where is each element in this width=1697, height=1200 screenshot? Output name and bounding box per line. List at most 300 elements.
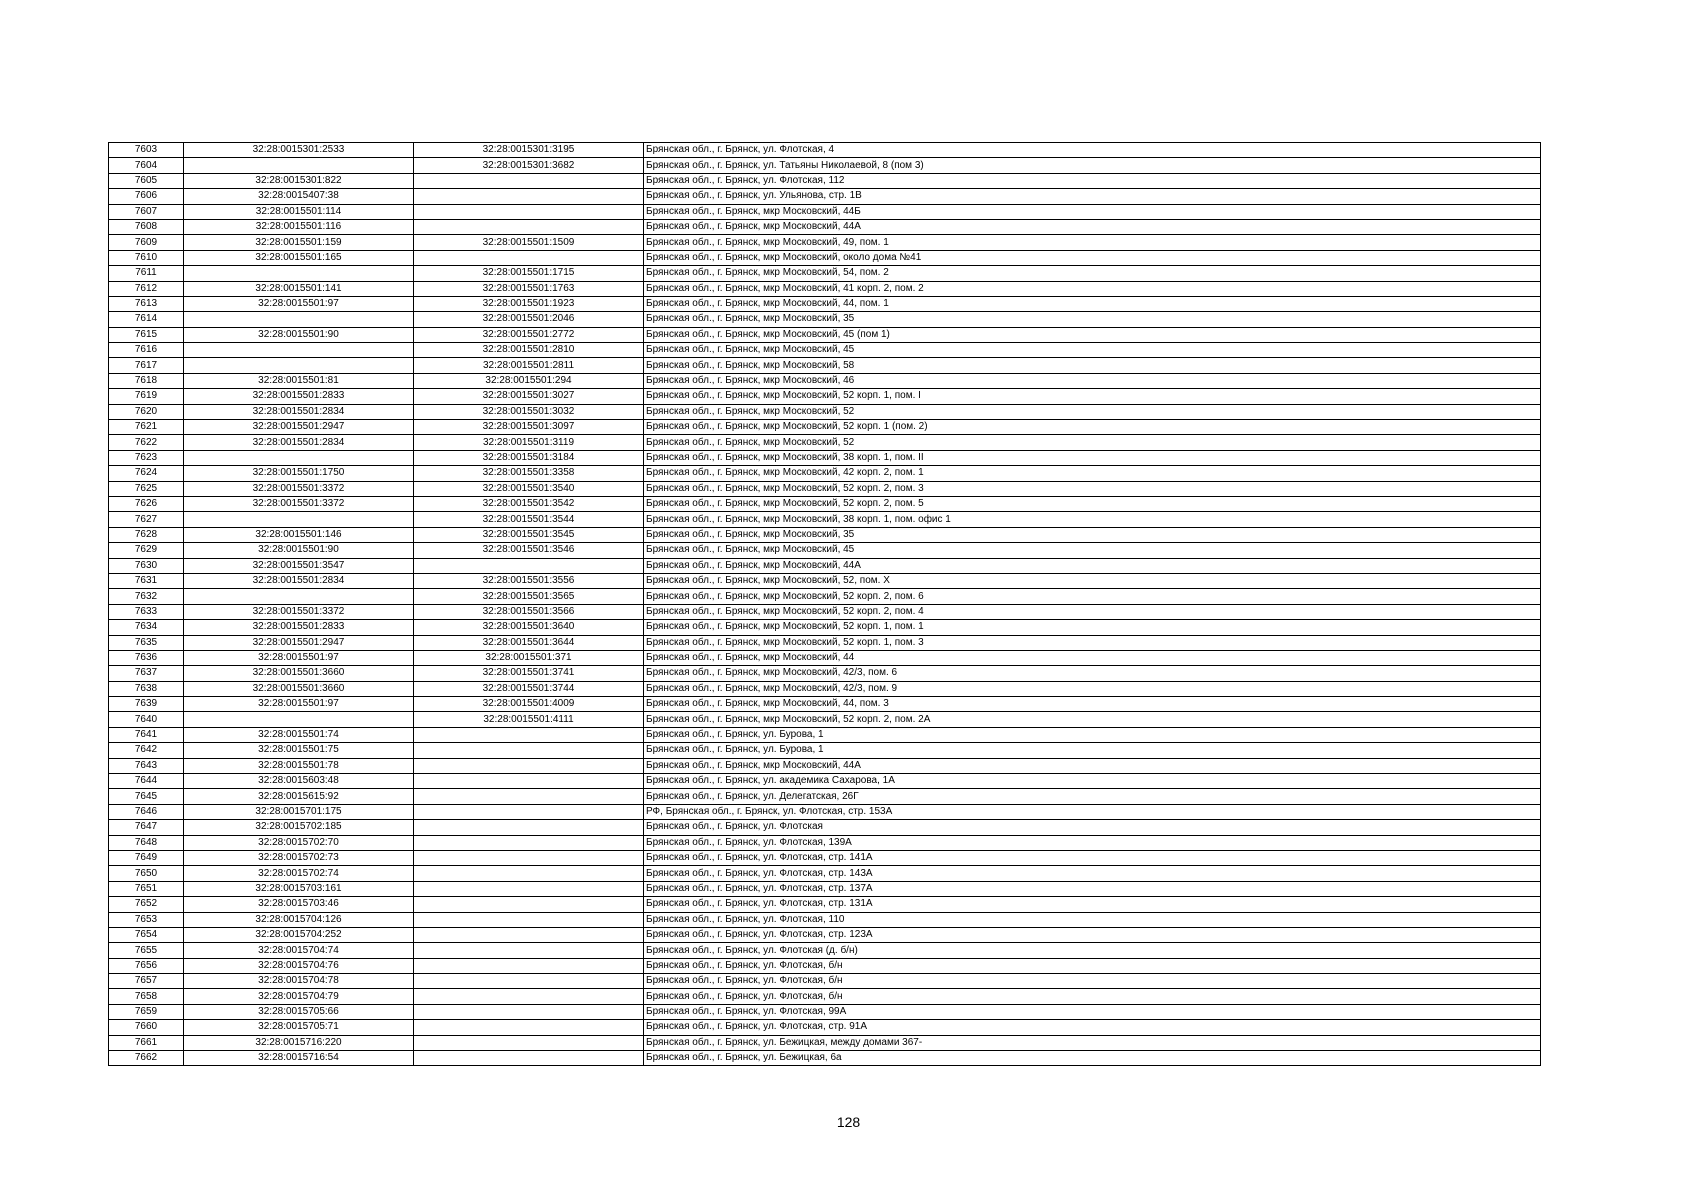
object-cadastral-number-cell: 32:28:0015501:3184	[414, 450, 644, 465]
land-cadastral-number-cell: 32:28:0015703:46	[184, 897, 414, 912]
land-cadastral-number-cell: 32:28:0015501:2833	[184, 389, 414, 404]
object-cadastral-number-cell	[414, 804, 644, 819]
land-cadastral-number-cell: 32:28:0015501:116	[184, 219, 414, 234]
row-number-cell: 7630	[109, 558, 184, 573]
row-number-cell: 7621	[109, 420, 184, 435]
table-row	[109, 281, 1541, 296]
row-number-cell: 7632	[109, 589, 184, 604]
row-number-cell: 7642	[109, 743, 184, 758]
land-cadastral-number-cell: 32:28:0015701:175	[184, 804, 414, 819]
row-number-cell: 7608	[109, 219, 184, 234]
table-row	[109, 219, 1541, 234]
object-cadastral-number-cell	[414, 250, 644, 265]
table-row	[109, 435, 1541, 450]
object-cadastral-number-cell	[414, 558, 644, 573]
row-number-cell: 7654	[109, 927, 184, 942]
address-cell: Брянская обл., г. Брянск, мкр Московский, 44	[644, 650, 1541, 665]
object-cadastral-number-cell: 32:28:0015501:3744	[414, 681, 644, 696]
address-cell: Брянская обл., г. Брянск, мкр Московский, 41 корп. 2, пом. 2	[644, 281, 1541, 296]
address-cell: Брянская обл., г. Брянск, ул. Делегатская, 26Г	[644, 789, 1541, 804]
address-cell: Брянская обл., г. Брянск, мкр Московский, 52	[644, 404, 1541, 419]
address-cell: Брянская обл., г. Брянск, мкр Московский, 45	[644, 543, 1541, 558]
row-number-cell: 7660	[109, 1020, 184, 1035]
address-cell: Брянская обл., г. Брянск, ул. Флотская, стр. 141А	[644, 850, 1541, 865]
address-cell: Брянская обл., г. Брянск, мкр Московский, 38 корп. 1, пом. II	[644, 450, 1541, 465]
row-number-cell: 7645	[109, 789, 184, 804]
row-number-cell: 7629	[109, 543, 184, 558]
table-row	[109, 558, 1541, 573]
object-cadastral-number-cell	[414, 1051, 644, 1066]
land-cadastral-number-cell	[184, 266, 414, 281]
row-number-cell: 7628	[109, 527, 184, 542]
table-row	[109, 789, 1541, 804]
object-cadastral-number-cell	[414, 1004, 644, 1019]
land-cadastral-number-cell: 32:28:0015704:78	[184, 974, 414, 989]
address-cell: Брянская обл., г. Брянск, мкр Московский, 52 корп. 2, пом. 6	[644, 589, 1541, 604]
address-cell: Брянская обл., г. Брянск, мкр Московский, 52	[644, 435, 1541, 450]
table-row	[109, 804, 1541, 819]
land-cadastral-number-cell: 32:28:0015501:74	[184, 727, 414, 742]
address-cell: Брянская обл., г. Брянск, мкр Московский, 52 корп. 2, пом. 5	[644, 496, 1541, 511]
row-number-cell: 7641	[109, 727, 184, 742]
object-cadastral-number-cell: 32:28:0015501:3566	[414, 604, 644, 619]
table-row	[109, 635, 1541, 650]
row-number-cell: 7607	[109, 204, 184, 219]
row-number-cell: 7606	[109, 189, 184, 204]
land-cadastral-number-cell: 32:28:0015501:3660	[184, 666, 414, 681]
row-number-cell: 7647	[109, 820, 184, 835]
address-cell: Брянская обл., г. Брянск, ул. Татьяны Николаевой, 8 (пом 3)	[644, 158, 1541, 173]
address-cell: Брянская обл., г. Брянск, ул. Флотская, стр. 137А	[644, 881, 1541, 896]
row-number-cell: 7659	[109, 1004, 184, 1019]
object-cadastral-number-cell	[414, 974, 644, 989]
object-cadastral-number-cell	[414, 789, 644, 804]
page-number: 128	[836, 1114, 861, 1130]
address-cell: Брянская обл., г. Брянск, ул. Флотская, стр. 143А	[644, 866, 1541, 881]
table-row	[109, 958, 1541, 973]
table-row	[109, 820, 1541, 835]
land-cadastral-number-cell: 32:28:0015702:185	[184, 820, 414, 835]
row-number-cell: 7651	[109, 881, 184, 896]
table-row	[109, 850, 1541, 865]
object-cadastral-number-cell	[414, 758, 644, 773]
row-number-cell: 7650	[109, 866, 184, 881]
row-number-cell: 7618	[109, 373, 184, 388]
row-number-cell: 7653	[109, 912, 184, 927]
address-cell: Брянская обл., г. Брянск, ул. академика Сахарова, 1А	[644, 774, 1541, 789]
object-cadastral-number-cell: 32:28:0015501:3644	[414, 635, 644, 650]
land-cadastral-number-cell: 32:28:0015704:79	[184, 989, 414, 1004]
land-cadastral-number-cell: 32:28:0015501:78	[184, 758, 414, 773]
table-row	[109, 327, 1541, 342]
row-number-cell: 7625	[109, 481, 184, 496]
land-cadastral-number-cell	[184, 512, 414, 527]
table-row	[109, 250, 1541, 265]
address-cell: Брянская обл., г. Брянск, мкр Московский, 58	[644, 358, 1541, 373]
address-cell: Брянская обл., г. Брянск, мкр Московский, 42/3, пом. 6	[644, 666, 1541, 681]
table-row	[109, 620, 1541, 635]
land-cadastral-number-cell	[184, 158, 414, 173]
address-cell: Брянская обл., г. Брянск, мкр Московский, 52 корп. 2, пом. 2А	[644, 712, 1541, 727]
table-row	[109, 974, 1541, 989]
row-number-cell: 7631	[109, 573, 184, 588]
address-cell: Брянская обл., г. Брянск, мкр Московский, 52 корп. 1, пом. I	[644, 389, 1541, 404]
land-cadastral-number-cell	[184, 358, 414, 373]
table-row	[109, 1004, 1541, 1019]
land-cadastral-number-cell: 32:28:0015501:1750	[184, 466, 414, 481]
object-cadastral-number-cell: 32:28:0015501:2046	[414, 312, 644, 327]
row-number-cell: 7657	[109, 974, 184, 989]
object-cadastral-number-cell: 32:28:0015301:3195	[414, 143, 644, 158]
row-number-cell: 7662	[109, 1051, 184, 1066]
land-cadastral-number-cell: 32:28:0015705:66	[184, 1004, 414, 1019]
land-cadastral-number-cell: 32:28:0015501:97	[184, 296, 414, 311]
address-cell: Брянская обл., г. Брянск, ул. Бурова, 1	[644, 727, 1541, 742]
row-number-cell: 7638	[109, 681, 184, 696]
row-number-cell: 7649	[109, 850, 184, 865]
land-cadastral-number-cell: 32:28:0015501:146	[184, 527, 414, 542]
object-cadastral-number-cell	[414, 727, 644, 742]
row-number-cell: 7634	[109, 620, 184, 635]
row-number-cell: 7613	[109, 296, 184, 311]
row-number-cell: 7620	[109, 404, 184, 419]
land-cadastral-number-cell	[184, 343, 414, 358]
object-cadastral-number-cell	[414, 912, 644, 927]
object-cadastral-number-cell: 32:28:0015501:2772	[414, 327, 644, 342]
land-cadastral-number-cell: 32:28:0015702:73	[184, 850, 414, 865]
registry-table	[108, 142, 1541, 1066]
object-cadastral-number-cell	[414, 866, 644, 881]
land-cadastral-number-cell: 32:28:0015703:161	[184, 881, 414, 896]
address-cell: Брянская обл., г. Брянск, ул. Флотская, 139А	[644, 835, 1541, 850]
address-cell: Брянская обл., г. Брянск, мкр Московский, 44А	[644, 219, 1541, 234]
land-cadastral-number-cell: 32:28:0015501:2947	[184, 420, 414, 435]
land-cadastral-number-cell	[184, 450, 414, 465]
land-cadastral-number-cell: 32:28:0015407:38	[184, 189, 414, 204]
object-cadastral-number-cell: 32:28:0015501:3542	[414, 496, 644, 511]
row-number-cell: 7652	[109, 897, 184, 912]
table-row	[109, 158, 1541, 173]
object-cadastral-number-cell	[414, 927, 644, 942]
object-cadastral-number-cell: 32:28:0015501:3027	[414, 389, 644, 404]
object-cadastral-number-cell	[414, 989, 644, 1004]
table-row	[109, 266, 1541, 281]
object-cadastral-number-cell	[414, 897, 644, 912]
table-row	[109, 697, 1541, 712]
address-cell: Брянская обл., г. Брянск, ул. Бежицкая, между домами 367-	[644, 1035, 1541, 1050]
table-row	[109, 897, 1541, 912]
table-row	[109, 866, 1541, 881]
row-number-cell: 7635	[109, 635, 184, 650]
table-row	[109, 373, 1541, 388]
object-cadastral-number-cell: 32:28:0015501:3565	[414, 589, 644, 604]
address-cell: Брянская обл., г. Брянск, мкр Московский, 52, пом. X	[644, 573, 1541, 588]
object-cadastral-number-cell: 32:28:0015501:4009	[414, 697, 644, 712]
row-number-cell: 7627	[109, 512, 184, 527]
address-cell: Брянская обл., г. Брянск, мкр Московский, 52 корп. 1, пом. 3	[644, 635, 1541, 650]
row-number-cell: 7612	[109, 281, 184, 296]
address-cell: Брянская обл., г. Брянск, мкр Московский, 44А	[644, 558, 1541, 573]
row-number-cell: 7624	[109, 466, 184, 481]
object-cadastral-number-cell: 32:28:0015501:3097	[414, 420, 644, 435]
land-cadastral-number-cell	[184, 312, 414, 327]
table-row	[109, 543, 1541, 558]
row-number-cell: 7655	[109, 943, 184, 958]
land-cadastral-number-cell: 32:28:0015501:165	[184, 250, 414, 265]
address-cell: Брянская обл., г. Брянск, ул. Флотская, стр. 91А	[644, 1020, 1541, 1035]
object-cadastral-number-cell: 32:28:0015501:3556	[414, 573, 644, 588]
row-number-cell: 7614	[109, 312, 184, 327]
table-row	[109, 927, 1541, 942]
row-number-cell: 7656	[109, 958, 184, 973]
table-row	[109, 481, 1541, 496]
row-number-cell: 7644	[109, 774, 184, 789]
table-row	[109, 143, 1541, 158]
registry-table-body	[109, 143, 1541, 1066]
object-cadastral-number-cell: 32:28:0015501:3546	[414, 543, 644, 558]
address-cell: Брянская обл., г. Брянск, мкр Московский, 44, пом. 3	[644, 697, 1541, 712]
row-number-cell: 7603	[109, 143, 184, 158]
object-cadastral-number-cell	[414, 219, 644, 234]
row-number-cell: 7646	[109, 804, 184, 819]
address-cell: Брянская обл., г. Брянск, ул. Ульянова, стр. 1В	[644, 189, 1541, 204]
object-cadastral-number-cell	[414, 1035, 644, 1050]
object-cadastral-number-cell	[414, 173, 644, 188]
row-number-cell: 7661	[109, 1035, 184, 1050]
table-row	[109, 589, 1541, 604]
registry-sheet	[108, 142, 1540, 1066]
table-row	[109, 712, 1541, 727]
land-cadastral-number-cell: 32:28:0015501:2947	[184, 635, 414, 650]
land-cadastral-number-cell: 32:28:0015702:70	[184, 835, 414, 850]
address-cell: Брянская обл., г. Брянск, мкр Московский, 44А	[644, 758, 1541, 773]
address-cell: Брянская обл., г. Брянск, мкр Московский, 52 корп. 2, пом. 3	[644, 481, 1541, 496]
land-cadastral-number-cell: 32:28:0015501:2833	[184, 620, 414, 635]
address-cell: Брянская обл., г. Брянск, ул. Флотская, стр. 131А	[644, 897, 1541, 912]
table-row	[109, 1020, 1541, 1035]
row-number-cell: 7648	[109, 835, 184, 850]
address-cell: Брянская обл., г. Брянск, мкр Московский, 35	[644, 312, 1541, 327]
object-cadastral-number-cell: 32:28:0015501:2811	[414, 358, 644, 373]
object-cadastral-number-cell	[414, 850, 644, 865]
address-cell: Брянская обл., г. Брянск, мкр Московский, 35	[644, 527, 1541, 542]
row-number-cell: 7605	[109, 173, 184, 188]
land-cadastral-number-cell: 32:28:0015501:2834	[184, 404, 414, 419]
table-row	[109, 496, 1541, 511]
row-number-cell: 7637	[109, 666, 184, 681]
table-row	[109, 343, 1541, 358]
address-cell: Брянская обл., г. Брянск, мкр Московский, 42 корп. 2, пом. 1	[644, 466, 1541, 481]
land-cadastral-number-cell: 32:28:0015501:3372	[184, 496, 414, 511]
land-cadastral-number-cell: 32:28:0015705:71	[184, 1020, 414, 1035]
land-cadastral-number-cell: 32:28:0015501:75	[184, 743, 414, 758]
row-number-cell: 7617	[109, 358, 184, 373]
object-cadastral-number-cell: 32:28:0015501:1715	[414, 266, 644, 281]
address-cell: Брянская обл., г. Брянск, ул. Флотская, 99А	[644, 1004, 1541, 1019]
land-cadastral-number-cell: 32:28:0015704:126	[184, 912, 414, 927]
table-row	[109, 774, 1541, 789]
table-row	[109, 235, 1541, 250]
land-cadastral-number-cell: 32:28:0015615:92	[184, 789, 414, 804]
object-cadastral-number-cell	[414, 958, 644, 973]
land-cadastral-number-cell: 32:28:0015501:2834	[184, 573, 414, 588]
table-row	[109, 650, 1541, 665]
land-cadastral-number-cell: 32:28:0015301:822	[184, 173, 414, 188]
object-cadastral-number-cell: 32:28:0015301:3682	[414, 158, 644, 173]
row-number-cell: 7619	[109, 389, 184, 404]
table-row	[109, 681, 1541, 696]
address-cell: Брянская обл., г. Брянск, мкр Московский, 45 (пом 1)	[644, 327, 1541, 342]
object-cadastral-number-cell	[414, 774, 644, 789]
row-number-cell: 7633	[109, 604, 184, 619]
address-cell: Брянская обл., г. Брянск, мкр Московский, 44, пом. 1	[644, 296, 1541, 311]
address-cell: Брянская обл., г. Брянск, мкр Московский, 52 корп. 2, пом. 4	[644, 604, 1541, 619]
address-cell: Брянская обл., г. Брянск, ул. Флотская, б/н	[644, 974, 1541, 989]
land-cadastral-number-cell: 32:28:0015501:3660	[184, 681, 414, 696]
land-cadastral-number-cell: 32:28:0015501:141	[184, 281, 414, 296]
land-cadastral-number-cell: 32:28:0015501:3547	[184, 558, 414, 573]
table-row	[109, 466, 1541, 481]
table-row	[109, 573, 1541, 588]
address-cell: Брянская обл., г. Брянск, мкр Московский, 44Б	[644, 204, 1541, 219]
row-number-cell: 7616	[109, 343, 184, 358]
object-cadastral-number-cell: 32:28:0015501:1923	[414, 296, 644, 311]
address-cell: Брянская обл., г. Брянск, ул. Флотская	[644, 820, 1541, 835]
row-number-cell: 7609	[109, 235, 184, 250]
address-cell: Брянская обл., г. Брянск, мкр Московский, 45	[644, 343, 1541, 358]
table-row	[109, 835, 1541, 850]
table-row	[109, 989, 1541, 1004]
table-row	[109, 512, 1541, 527]
table-row	[109, 296, 1541, 311]
land-cadastral-number-cell: 32:28:0015501:159	[184, 235, 414, 250]
row-number-cell: 7622	[109, 435, 184, 450]
land-cadastral-number-cell: 32:28:0015501:97	[184, 650, 414, 665]
table-row	[109, 758, 1541, 773]
land-cadastral-number-cell: 32:28:0015301:2533	[184, 143, 414, 158]
land-cadastral-number-cell: 32:28:0015716:54	[184, 1051, 414, 1066]
table-row	[109, 943, 1541, 958]
address-cell: Брянская обл., г. Брянск, ул. Флотская, 112	[644, 173, 1541, 188]
table-row	[109, 881, 1541, 896]
table-row	[109, 173, 1541, 188]
address-cell: Брянская обл., г. Брянск, мкр Московский, 49, пом. 1	[644, 235, 1541, 250]
table-row	[109, 1035, 1541, 1050]
row-number-cell: 7636	[109, 650, 184, 665]
land-cadastral-number-cell: 32:28:0015501:3372	[184, 481, 414, 496]
object-cadastral-number-cell: 32:28:0015501:3032	[414, 404, 644, 419]
address-cell: Брянская обл., г. Брянск, мкр Московский, 54, пом. 2	[644, 266, 1541, 281]
object-cadastral-number-cell: 32:28:0015501:2810	[414, 343, 644, 358]
table-row	[109, 604, 1541, 619]
address-cell: Брянская обл., г. Брянск, мкр Московский, 46	[644, 373, 1541, 388]
table-row	[109, 189, 1541, 204]
address-cell: Брянская обл., г. Брянск, ул. Бежицкая, 6а	[644, 1051, 1541, 1066]
address-cell: Брянская обл., г. Брянск, ул. Бурова, 1	[644, 743, 1541, 758]
address-cell: Брянская обл., г. Брянск, мкр Московский, 42/3, пом. 9	[644, 681, 1541, 696]
object-cadastral-number-cell	[414, 835, 644, 850]
land-cadastral-number-cell: 32:28:0015716:220	[184, 1035, 414, 1050]
table-row	[109, 912, 1541, 927]
row-number-cell: 7623	[109, 450, 184, 465]
table-row	[109, 204, 1541, 219]
address-cell: Брянская обл., г. Брянск, ул. Флотская (д. б/н)	[644, 943, 1541, 958]
object-cadastral-number-cell	[414, 743, 644, 758]
object-cadastral-number-cell	[414, 204, 644, 219]
object-cadastral-number-cell: 32:28:0015501:3358	[414, 466, 644, 481]
table-row	[109, 743, 1541, 758]
object-cadastral-number-cell	[414, 881, 644, 896]
land-cadastral-number-cell: 32:28:0015501:2834	[184, 435, 414, 450]
address-cell: РФ, Брянская обл., г. Брянск, ул. Флотская, стр. 153А	[644, 804, 1541, 819]
land-cadastral-number-cell: 32:28:0015501:97	[184, 697, 414, 712]
object-cadastral-number-cell: 32:28:0015501:371	[414, 650, 644, 665]
land-cadastral-number-cell: 32:28:0015704:252	[184, 927, 414, 942]
land-cadastral-number-cell: 32:28:0015501:3372	[184, 604, 414, 619]
land-cadastral-number-cell	[184, 589, 414, 604]
row-number-cell: 7626	[109, 496, 184, 511]
object-cadastral-number-cell: 32:28:0015501:3640	[414, 620, 644, 635]
table-row	[109, 727, 1541, 742]
row-number-cell: 7615	[109, 327, 184, 342]
object-cadastral-number-cell	[414, 820, 644, 835]
row-number-cell: 7604	[109, 158, 184, 173]
table-row	[109, 312, 1541, 327]
address-cell: Брянская обл., г. Брянск, мкр Московский, 38 корп. 1, пом. офис 1	[644, 512, 1541, 527]
address-cell: Брянская обл., г. Брянск, ул. Флотская, стр. 123А	[644, 927, 1541, 942]
table-row	[109, 527, 1541, 542]
row-number-cell: 7643	[109, 758, 184, 773]
object-cadastral-number-cell: 32:28:0015501:3119	[414, 435, 644, 450]
address-cell: Брянская обл., г. Брянск, мкр Московский, около дома №41	[644, 250, 1541, 265]
row-number-cell: 7611	[109, 266, 184, 281]
land-cadastral-number-cell	[184, 712, 414, 727]
object-cadastral-number-cell: 32:28:0015501:3540	[414, 481, 644, 496]
table-row	[109, 450, 1541, 465]
land-cadastral-number-cell: 32:28:0015603:48	[184, 774, 414, 789]
address-cell: Брянская обл., г. Брянск, мкр Московский, 52 корп. 1 (пом. 2)	[644, 420, 1541, 435]
row-number-cell: 7658	[109, 989, 184, 1004]
address-cell: Брянская обл., г. Брянск, мкр Московский, 52 корп. 1, пом. 1	[644, 620, 1541, 635]
row-number-cell: 7639	[109, 697, 184, 712]
object-cadastral-number-cell: 32:28:0015501:4111	[414, 712, 644, 727]
object-cadastral-number-cell	[414, 189, 644, 204]
land-cadastral-number-cell: 32:28:0015702:74	[184, 866, 414, 881]
table-row	[109, 1051, 1541, 1066]
land-cadastral-number-cell: 32:28:0015501:90	[184, 543, 414, 558]
object-cadastral-number-cell: 32:28:0015501:3545	[414, 527, 644, 542]
land-cadastral-number-cell: 32:28:0015501:90	[184, 327, 414, 342]
land-cadastral-number-cell: 32:28:0015704:76	[184, 958, 414, 973]
table-row	[109, 389, 1541, 404]
land-cadastral-number-cell: 32:28:0015704:74	[184, 943, 414, 958]
table-row	[109, 358, 1541, 373]
table-row	[109, 420, 1541, 435]
object-cadastral-number-cell: 32:28:0015501:1763	[414, 281, 644, 296]
object-cadastral-number-cell: 32:28:0015501:1509	[414, 235, 644, 250]
table-row	[109, 666, 1541, 681]
address-cell: Брянская обл., г. Брянск, ул. Флотская, 4	[644, 143, 1541, 158]
object-cadastral-number-cell: 32:28:0015501:3544	[414, 512, 644, 527]
object-cadastral-number-cell: 32:28:0015501:3741	[414, 666, 644, 681]
table-row	[109, 404, 1541, 419]
address-cell: Брянская обл., г. Брянск, ул. Флотская, б/н	[644, 958, 1541, 973]
land-cadastral-number-cell: 32:28:0015501:114	[184, 204, 414, 219]
row-number-cell: 7640	[109, 712, 184, 727]
address-cell: Брянская обл., г. Брянск, ул. Флотская, 110	[644, 912, 1541, 927]
land-cadastral-number-cell: 32:28:0015501:81	[184, 373, 414, 388]
row-number-cell: 7610	[109, 250, 184, 265]
